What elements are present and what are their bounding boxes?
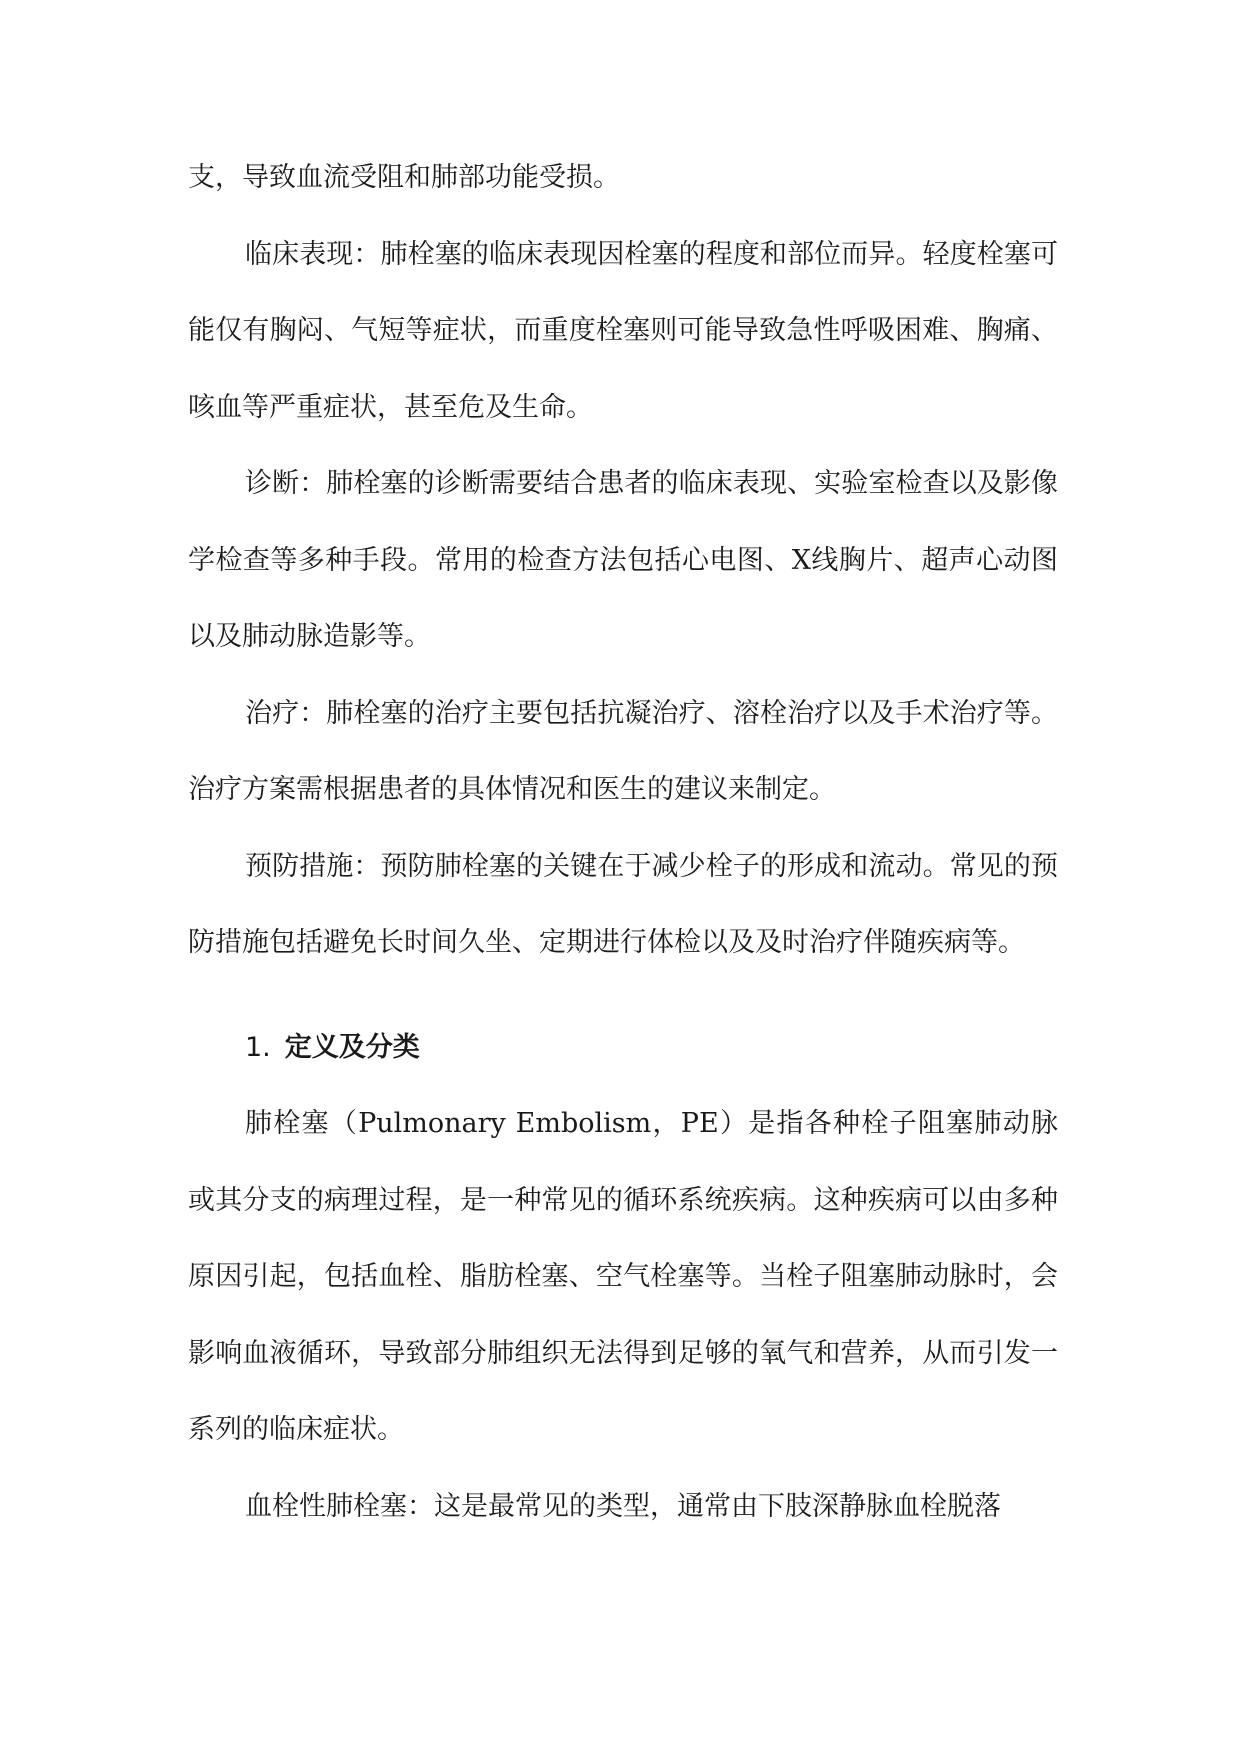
- document-body: [188, 140, 1058, 1545]
- paragraph-diagnosis: 诊断：肺栓塞的诊断需要结合患者的临床表现、实验室检查以及影像学检查等多种手段。常用的检查方法包括心电图、X线胸片、超声心动图以及肺动脉造影等。: [188, 468, 1058, 652]
- paragraph-continuation: 支，导致血流受阻和肺部功能受损。: [188, 162, 620, 193]
- section-number: 1.: [245, 1031, 271, 1063]
- section-heading: [188, 1010, 1058, 1087]
- paragraph-clinical-manifestation: 临床表现：肺栓塞的临床表现因栓塞的程度和部位而异。轻度栓塞可能仅有胸闷、气短等症状，而重度栓塞则可能导致急性呼吸困难、胸痛、咳血等严重症状，甚至危及生命。: [188, 238, 1058, 423]
- section-title: 定义及分类: [284, 1031, 420, 1063]
- paragraph-prevention: 预防措施：预防肺栓塞的关键在于减少栓子的形成和流动。常见的预防措施包括避免长时间久坐、定期进行体检以及及时治疗伴随疾病等。: [188, 850, 1058, 958]
- paragraph-thrombotic-type: 血栓性肺栓塞：这是最常见的类型，通常由下肢深静脉血栓脱落: [245, 1490, 1001, 1522]
- paragraph-treatment: 治疗：肺栓塞的治疗主要包括抗凝治疗、溶栓治疗以及手术治疗等。治疗方案需根据患者的具体情况和医生的建议来制定。: [188, 697, 1058, 805]
- paragraph-definition: 肺栓塞（Pulmonary Embolism，PE）是指各种栓子阻塞肺动脉或其分支的病理过程，是一种常见的循环系统疾病。这种疾病可以由多种原因引起，包括血栓、脂肪栓塞、空气栓塞等。当栓子阻塞肺动脉时，会影响血液循环，导致部分肺组织无法得到足够的氧气和营养，从而引发一系列的临床症状。: [188, 1108, 1058, 1445]
